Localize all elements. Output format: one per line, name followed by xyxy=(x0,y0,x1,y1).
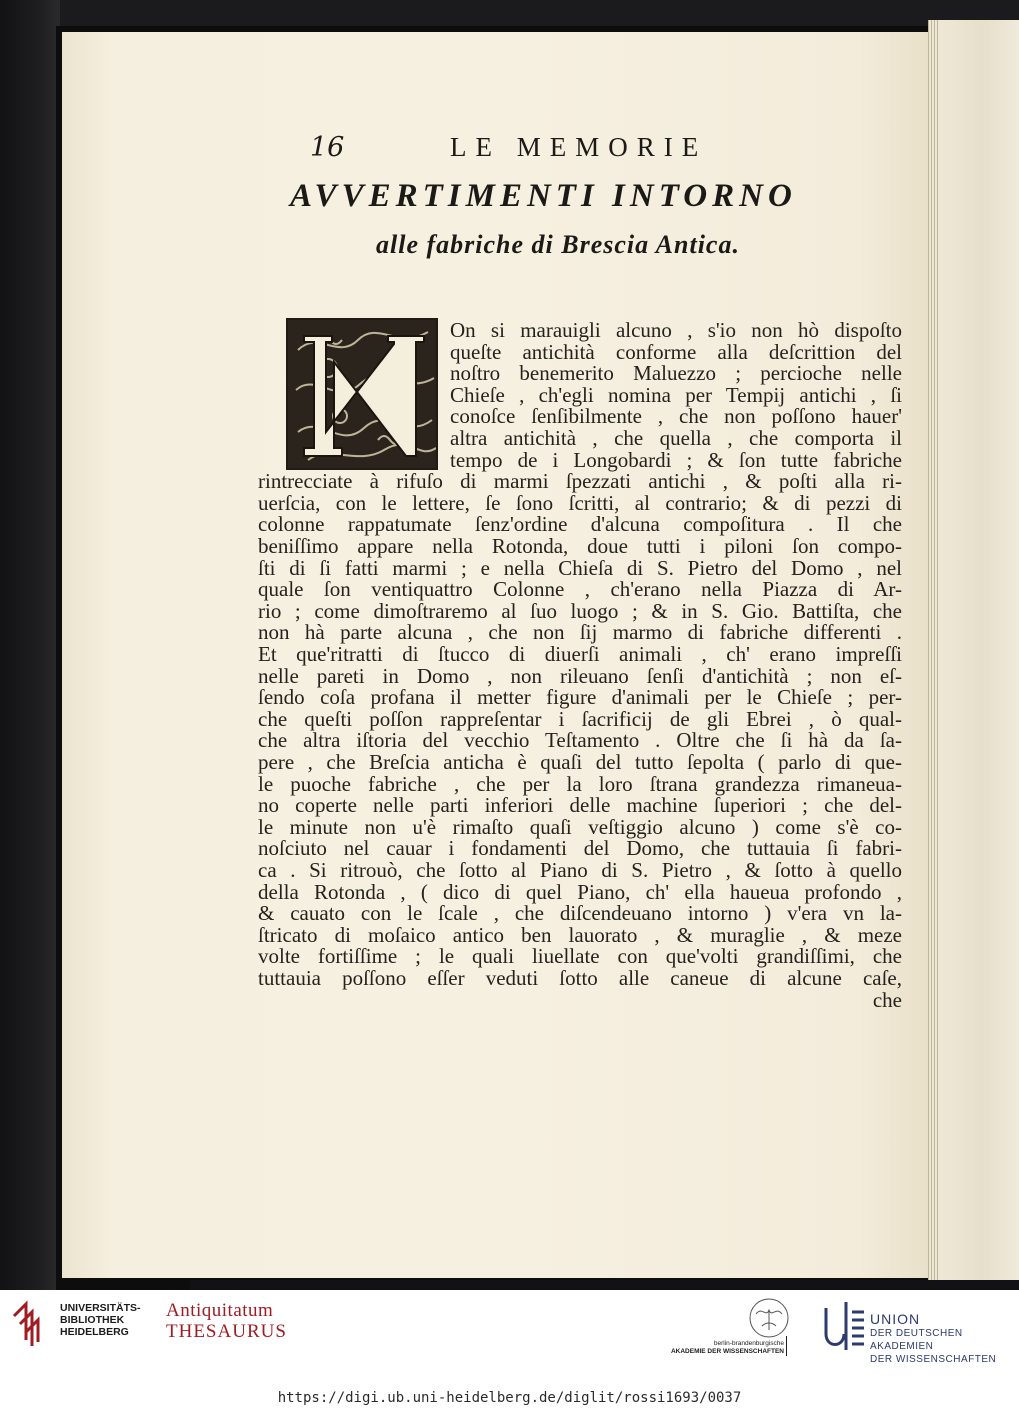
scan-bottom-band xyxy=(190,1280,1019,1290)
text-line: pere , che Breſcia anticha è quaſi del tutto ſepolta ( parlo di que- xyxy=(258,750,902,774)
text-line: Chieſe , ch'egli nomina per Tempij antichi , ſi xyxy=(450,382,902,407)
text-line: che altra iſtoria del vecchio Teſtamento . Oltre che ſi hà da ſa- xyxy=(258,728,902,753)
ub-line-1: UNIVERSITÄTS- xyxy=(60,1302,141,1314)
text-line: le puoche fabriche , che per la loro ſtrana grandezza rimaneua- xyxy=(258,771,902,796)
ub-heidelberg-logo-icon[interactable] xyxy=(10,1296,50,1348)
text-line: beniſſimo appare nella Rotonda, doue tutti i piloni ſon compo- xyxy=(258,534,902,558)
section-subtitle: alle fabriche di Brescia Antica. xyxy=(376,230,740,259)
text-line: ſendo coſa profana il metter figure d'animali per le Chieſe ; per- xyxy=(258,685,902,710)
text-line: le minute non u'è rimaſto quaſi veſtiggio alcuno ) come s'è co- xyxy=(258,814,902,839)
antiquitatum-thesaurus-logo[interactable] xyxy=(166,1300,287,1342)
text-line: tempo de i Longobardi ; & ſon tutte fabriche xyxy=(450,447,902,472)
text-line: On si marauigli alcuno , s'io non hò dispoſto xyxy=(450,318,902,342)
running-head xyxy=(310,132,750,166)
text-line: quale ſon ventiquattro Colonne , ch'erano nella Piazza di Ar- xyxy=(258,577,902,602)
bbaw-line-1: berlin-brandenburgische xyxy=(713,1340,784,1347)
bbaw-line-2: AKADEMIE DER WISSENSCHAFTEN xyxy=(670,1348,784,1355)
bbaw-wordmark[interactable] xyxy=(664,1340,784,1356)
text-line: ſti di ſi fatti marmi ; e nella Chieſa di S. Pietro del Domo , nel xyxy=(258,555,902,580)
union-line-3: DER WISSENSCHAFTEN xyxy=(870,1354,997,1365)
thesaurus-label: THESAURUS xyxy=(166,1321,287,1342)
text-line: non hà parte alcuna , che non ſij marmo di fabriche differenti . xyxy=(258,620,902,645)
bbaw-eagle-icon[interactable] xyxy=(748,1296,790,1340)
page-number: 16 xyxy=(310,132,345,163)
antiquitatum-label: Antiquitatum xyxy=(166,1300,274,1321)
text-line: altra antichità , che quella , che comporta il xyxy=(450,426,902,450)
text-line: rintrecciate à rifuſo di marmi ſpezzati antichi , & poſti alla ri- xyxy=(258,469,902,494)
ornamental-initial-icon xyxy=(288,320,438,470)
page-edges xyxy=(928,20,1019,1290)
text-line: che queſti poſſon rappreſentar i ſacrificij de gli Ebrei , ò qual- xyxy=(258,706,902,731)
ub-line-2: BIBLIOTHEK xyxy=(60,1314,125,1326)
text-line: queſte antichità conforme alla deſcrittion del xyxy=(450,339,902,364)
text-line: tuttauia poſſono eſſer veduti ſotto alle caneue di alcune caſe, xyxy=(258,966,902,990)
text-line: no coperte nelle parti inferiori delle machine ſuperiori ; che del- xyxy=(258,793,902,818)
text-line: noſciuto nel cauar i fondamenti del Domo, che tuttauia ſi fabri- xyxy=(258,836,902,861)
text-line: Et que'ritratti di ſtucco di diuerſi animali , ch' erano impreſſi xyxy=(258,642,902,666)
text-line: della Rotonda , ( dico di quel Piano, ch' ella haueua profondo , xyxy=(258,879,902,904)
text-line: uerſcia, con le lettere, ſe ſono ſcritti, al contrario; & di pezzi di xyxy=(258,490,902,515)
bbaw-divider xyxy=(786,1336,787,1356)
text-line: colonne rappatumate ſenz'ordine d'alcuna compoſitura . Il che xyxy=(258,512,902,537)
page-url[interactable]: https://digi.ub.uni-heidelberg.de/diglit/rossi1693/0037 xyxy=(277,1390,742,1406)
text-line: ſtricato di moſaico antico ben lauorato , & muraglie , & meze xyxy=(258,922,902,947)
text-line: ca . Si ritrouò, che ſotto al Piano di S. Pietro , & ſotto à quello xyxy=(258,858,902,882)
text-line: noſtro benemerito Maluezzo ; percioche nelle xyxy=(450,361,902,386)
text-line: volte fortiſſime ; le quali liuellate con que'volti grandiſſimi, che xyxy=(258,944,902,969)
text-line: rio ; come dimoſtraremo al ſuo luogo ; & in S. Gio. Battiſta, che xyxy=(258,598,902,623)
text-line: conoſce ſenſibilmente , che non poſſono hauer' xyxy=(450,404,902,429)
text-line: nelle pareti in Domo , non rileuano ſenſi d'antichità ; non eſ- xyxy=(258,663,902,688)
catchword: che xyxy=(872,987,902,1012)
book-spine-edge xyxy=(0,0,60,1290)
union-line-2: DER DEUTSCHEN AKADEMIEN xyxy=(870,1328,963,1352)
union-akademien-logo-icon[interactable] xyxy=(822,1300,866,1352)
text-line: & cauato con le ſcale , che diſcendeuano intorno ) v'era vn la- xyxy=(258,901,902,926)
section-title: AVVERTIMENTI INTORNO xyxy=(290,178,797,214)
ornamental-initial-n xyxy=(286,318,438,470)
running-title: LE MEMORIE xyxy=(450,132,708,162)
union-wordmark[interactable] xyxy=(870,1311,1019,1366)
union-line-1: UNION xyxy=(870,1311,921,1327)
ub-line-3: HEIDELBERG xyxy=(60,1326,129,1338)
ub-heidelberg-wordmark[interactable] xyxy=(60,1302,141,1338)
